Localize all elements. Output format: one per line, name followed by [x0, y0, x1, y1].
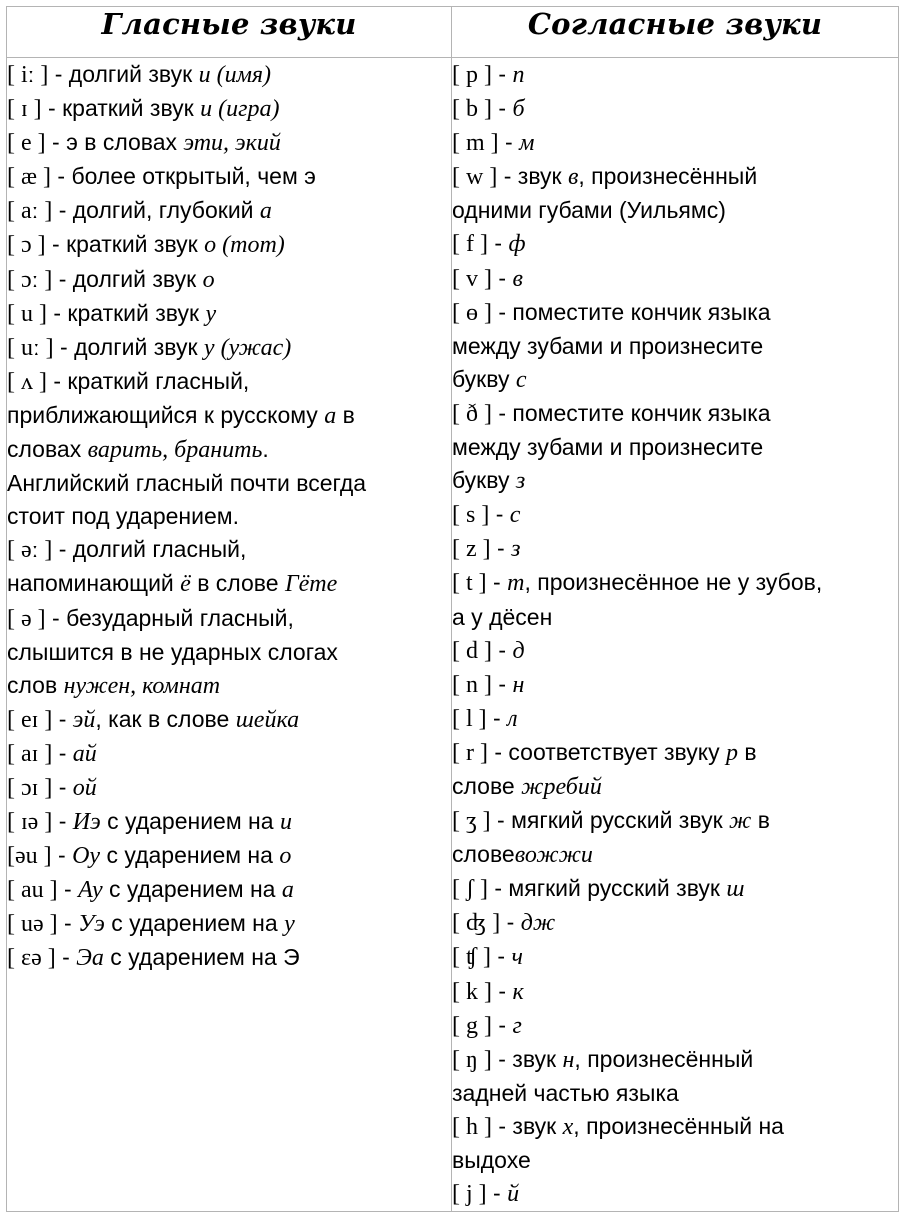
content-row — [7, 58, 899, 1212]
description-text: - мягкий русский звук — [487, 875, 727, 902]
example-italic: Иэ — [72, 809, 101, 836]
ipa-symbol: [ ɔ ] — [7, 232, 46, 259]
example-italic: ж — [729, 808, 752, 835]
description-text: - — [491, 61, 513, 87]
vowels-column — [7, 58, 452, 1212]
ipa-symbol: [ n ] — [452, 671, 492, 698]
consonants-line — [452, 838, 898, 872]
description-text: , как в слове — [95, 705, 236, 732]
description-text: слышится в не ударных слогах — [7, 638, 338, 665]
description-text: с ударением на — [102, 876, 282, 903]
description-text: , произнесённый — [574, 1045, 754, 1072]
consonants-line — [452, 1043, 898, 1077]
ipa-symbol: [ t ] — [452, 570, 487, 597]
description-text: - краткий звук — [46, 299, 206, 326]
description-text: Английский гласный почти всегда — [7, 470, 367, 497]
consonants-line — [452, 330, 898, 363]
ipa-symbol: [ f ] — [452, 231, 488, 258]
description-text: - краткий звук — [41, 95, 201, 122]
example-italic: й — [507, 1181, 520, 1208]
example-italic: р — [725, 739, 738, 766]
description-text: - более открытый, чем э — [51, 163, 316, 190]
example-italic: л — [507, 705, 518, 732]
ipa-symbol: [ ʌ ] — [7, 368, 47, 395]
ipa-symbol: [ k ] — [452, 978, 492, 1005]
vowels-line — [7, 297, 451, 331]
consonants-line — [452, 464, 898, 498]
ipa-symbol: [ iː ] — [7, 62, 49, 88]
consonants-line — [452, 532, 898, 566]
consonants-header: Согласные звуки — [452, 7, 899, 58]
example-italic: и (имя) — [198, 62, 272, 88]
ipa-symbol: [ ɵ ] — [452, 299, 492, 326]
description-text: - долгий звук — [53, 333, 204, 360]
example-italic: ё — [180, 571, 191, 598]
vowels-line — [7, 567, 451, 601]
ipa-symbol: [ ʃ ] — [452, 876, 488, 903]
vowels-line — [7, 365, 451, 399]
description-text: - — [57, 910, 79, 937]
ipa-symbol: [ m ] — [452, 130, 499, 157]
vowels-line — [7, 58, 451, 92]
ipa-symbol: [ uə ] — [7, 911, 58, 938]
consonants-line — [452, 566, 898, 600]
consonants-line — [452, 92, 898, 126]
consonants-line — [452, 668, 898, 702]
description-text: - соответствует звуку — [487, 738, 726, 765]
ipa-symbol: [ ʤ ] — [452, 910, 501, 937]
example-italic: п — [512, 62, 525, 88]
example-italic: Эа — [76, 945, 104, 972]
description-text: приближающийся к русскому — [7, 401, 325, 428]
description-text: - звук — [497, 163, 568, 190]
description-text: - — [491, 1011, 513, 1038]
vowels-line — [7, 737, 451, 771]
example-italic: а — [259, 198, 272, 225]
description-text: - — [52, 705, 73, 732]
example-italic: о (тот) — [204, 232, 285, 259]
vowels-line — [7, 92, 451, 126]
description-text: , произнесённый — [578, 163, 758, 190]
example-italic: Ау — [78, 877, 103, 904]
example-italic: т — [507, 570, 525, 597]
description-text: - долгий гласный, — [52, 536, 247, 563]
vowels-line — [7, 669, 451, 703]
consonants-line — [452, 940, 898, 974]
description-text: , произнесённое не у зубов, — [524, 569, 823, 596]
description-text: букву — [452, 365, 516, 392]
example-italic: г — [512, 1012, 522, 1039]
example-italic: м — [519, 130, 535, 157]
example-italic: и (игра) — [200, 96, 280, 123]
vowels-line — [7, 907, 451, 941]
example-italic: с — [515, 366, 527, 393]
example-italic: х — [562, 1113, 574, 1140]
ipa-symbol: [əu ] — [7, 843, 52, 870]
vowels-line — [7, 602, 451, 636]
consonants-line — [452, 634, 898, 668]
ipa-symbol: [ h ] — [452, 1113, 492, 1140]
ipa-symbol: [ w ] — [452, 164, 498, 191]
vowels-line — [7, 228, 451, 262]
ipa-symbol: [ ɪ ] — [7, 96, 42, 123]
ipa-symbol: [ b ] — [452, 96, 492, 123]
description-text: - — [52, 773, 73, 800]
description-text: с ударением на Э — [103, 944, 300, 971]
example-italic: Гёте — [284, 571, 338, 598]
example-italic: н — [562, 1046, 575, 1073]
consonants-line — [452, 498, 898, 532]
vowels-header: Гласные звуки — [7, 7, 452, 58]
vowels-line — [7, 126, 451, 160]
consonants-line — [452, 702, 898, 736]
description-text: - — [486, 704, 508, 731]
example-italic: нужен, комнат — [63, 672, 221, 699]
consonants-line — [452, 975, 898, 1009]
consonants-line — [452, 227, 898, 261]
description-text: в — [737, 738, 757, 765]
example-italic: о — [279, 843, 292, 870]
description-text: - — [486, 569, 508, 596]
description-text: в — [336, 401, 355, 428]
example-italic: ф — [508, 231, 526, 258]
description-text: - — [51, 842, 73, 869]
example-italic: вожжи — [514, 842, 593, 869]
example-italic: варить, бранить — [87, 437, 263, 464]
example-italic: а — [281, 877, 294, 904]
consonants-line — [452, 262, 898, 296]
vowels-line — [7, 263, 451, 297]
description-text: словах — [7, 436, 88, 463]
ipa-symbol: [ l ] — [452, 705, 487, 732]
example-italic: з — [515, 468, 526, 495]
example-italic: д — [512, 637, 525, 664]
ipa-symbol: [ d ] — [452, 637, 492, 664]
description-text: - долгий звук — [52, 265, 203, 292]
example-italic: дж — [520, 910, 556, 937]
ipa-symbol: [ p ] — [452, 62, 492, 88]
example-italic: ч — [511, 944, 523, 971]
description-text: слове — [452, 772, 522, 799]
description-text: - — [57, 876, 79, 903]
consonants-line — [452, 1077, 898, 1110]
vowels-line — [7, 500, 451, 533]
example-italic: к — [512, 978, 524, 1005]
description-text: - — [491, 636, 513, 663]
description-text: - долгий звук — [48, 61, 199, 87]
vowels-line — [7, 839, 451, 873]
consonants-line — [452, 126, 898, 160]
ipa-symbol: [ j ] — [452, 1181, 487, 1208]
consonants-line — [452, 296, 898, 330]
description-text: выдохе — [452, 1147, 531, 1173]
description-text: в — [751, 807, 770, 834]
example-italic: эти, экий — [183, 130, 281, 157]
example-italic: ш — [726, 876, 745, 903]
ipa-symbol: [ æ ] — [7, 164, 51, 191]
ipa-symbol: [ aː ] — [7, 198, 53, 225]
vowels-line — [7, 805, 451, 839]
ipa-symbol: [ əː ] — [7, 537, 53, 564]
ipa-symbol: [ ð ] — [452, 400, 492, 427]
vowels-line — [7, 873, 451, 907]
description-text: - — [491, 264, 513, 291]
example-italic: о — [202, 266, 215, 293]
example-italic: в — [567, 164, 579, 191]
example-italic: ой — [72, 774, 97, 801]
example-italic: жребий — [521, 773, 602, 800]
vowels-line — [7, 771, 451, 805]
consonants-line — [452, 58, 898, 92]
description-text: - звук — [491, 1112, 563, 1139]
phonetics-table — [6, 6, 899, 1212]
consonants-line — [452, 160, 898, 194]
example-italic: н — [512, 671, 525, 698]
description-text: , произнесённый на — [573, 1112, 784, 1139]
example-italic: в — [512, 265, 523, 292]
ipa-symbol: [ z ] — [452, 536, 491, 563]
vowels-line — [7, 941, 451, 975]
example-italic: и — [279, 809, 292, 836]
ipa-symbol: [ s ] — [452, 502, 490, 529]
description-text: - — [491, 95, 513, 122]
description-text: слове — [452, 841, 515, 868]
description-text: - — [490, 535, 512, 562]
description-text: - — [491, 943, 512, 970]
description-text: - долгий, глубокий — [52, 197, 260, 224]
description-text: - — [500, 909, 521, 936]
ipa-symbol: [ ŋ ] — [452, 1046, 492, 1073]
vowels-line — [7, 703, 451, 737]
vowels-line — [7, 331, 451, 365]
consonants-line — [452, 736, 898, 770]
ipa-symbol: [ v ] — [452, 265, 492, 292]
description-text: стоит под ударением. — [7, 503, 239, 530]
example-italic: ай — [72, 740, 97, 767]
description-text: одними губами (Уильямс) — [452, 197, 726, 224]
description-text: - мягкий русский звук — [490, 807, 730, 834]
description-text: - — [498, 129, 520, 156]
description-text: между зубами и произнесите — [452, 434, 764, 461]
description-text: - — [52, 739, 73, 766]
description-text: - поместите кончик языка — [491, 399, 771, 426]
consonants-line — [452, 770, 898, 804]
vowels-line — [7, 194, 451, 228]
description-text: - э в словах — [45, 129, 184, 156]
vowels-line — [7, 467, 451, 500]
example-italic: б — [512, 96, 525, 123]
description-text: а у дёсен — [452, 603, 553, 630]
ipa-symbol: [ ʧ ] — [452, 944, 492, 971]
description-text: - безударный гласный, — [45, 604, 294, 631]
vowels-line — [7, 160, 451, 194]
ipa-symbol: [ ɛə ] — [7, 945, 56, 972]
consonants-line — [452, 363, 898, 397]
consonants-line — [452, 906, 898, 940]
description-text: - — [487, 230, 509, 257]
description-text: - — [52, 808, 73, 835]
example-italic: з — [511, 536, 521, 563]
consonants-line — [452, 1110, 898, 1144]
description-text: . — [262, 436, 269, 463]
consonants-line — [452, 1144, 898, 1177]
description-text: в слове — [190, 570, 285, 597]
example-italic: шейка — [235, 706, 300, 733]
description-text: - — [486, 1180, 508, 1207]
description-text: букву — [452, 467, 516, 494]
description-text: слов — [7, 671, 64, 698]
ipa-symbol: [ eɪ ] — [7, 706, 53, 733]
description-text: между зубами и произнесите — [452, 332, 764, 359]
description-text: с ударением на — [104, 910, 285, 937]
ipa-symbol: [ ʒ ] — [452, 808, 491, 835]
description-text: - краткий звук — [45, 231, 205, 258]
description-text: - краткий гласный, — [46, 367, 250, 394]
header-row — [7, 7, 899, 58]
ipa-symbol: [ uː ] — [7, 334, 54, 361]
example-italic: у — [284, 911, 295, 938]
ipa-symbol: [ au ] — [7, 877, 58, 904]
example-italic: эй — [72, 706, 96, 733]
vowels-line — [7, 399, 451, 433]
consonants-line — [452, 804, 898, 838]
consonants-line — [452, 1177, 898, 1211]
description-text: - — [55, 944, 77, 971]
consonants-line — [452, 601, 898, 634]
ipa-symbol: [ r ] — [452, 739, 488, 766]
description-text: - поместите кончик языка — [491, 298, 771, 325]
ipa-symbol: [ g ] — [452, 1012, 492, 1039]
description-text: - — [489, 501, 510, 528]
description-text: напоминающий — [7, 570, 181, 597]
example-italic: с — [509, 502, 521, 529]
ipa-symbol: [ u ] — [7, 300, 47, 327]
example-italic: а — [324, 402, 337, 429]
vowels-line — [7, 533, 451, 567]
consonants-line — [452, 194, 898, 227]
description-text: - — [491, 670, 513, 697]
consonants-line — [452, 872, 898, 906]
consonants-line — [452, 1009, 898, 1043]
ipa-symbol: [ aɪ ] — [7, 740, 53, 767]
consonants-column — [452, 58, 899, 1212]
ipa-symbol: [ ɔː ] — [7, 266, 53, 293]
example-italic: у (ужас) — [203, 334, 292, 361]
description-text: с ударением на — [100, 842, 280, 869]
example-italic: Уэ — [78, 911, 105, 938]
consonants-line — [452, 397, 898, 431]
example-italic: Оу — [72, 843, 101, 870]
example-italic: у — [205, 300, 217, 327]
ipa-symbol: [ ə ] — [7, 605, 46, 632]
description-text: задней частью языка — [452, 1079, 679, 1106]
vowels-line — [7, 433, 451, 467]
description-text: - — [491, 977, 513, 1004]
consonants-line — [452, 431, 898, 464]
vowels-line — [7, 636, 451, 669]
description-text: - звук — [491, 1045, 563, 1072]
ipa-symbol: [ e ] — [7, 130, 46, 157]
description-text: с ударением на — [100, 808, 280, 835]
ipa-symbol: [ ɪə ] — [7, 809, 53, 836]
ipa-symbol: [ ɔɪ ] — [7, 774, 53, 801]
